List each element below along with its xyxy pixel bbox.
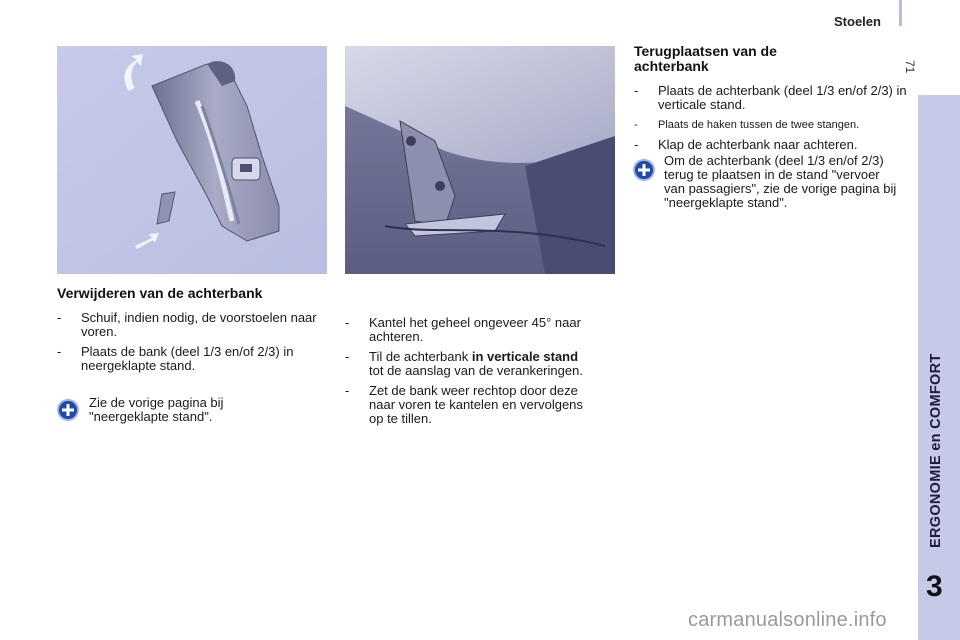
step-text: Plaats de haken tussen de twee stangen.	[658, 119, 860, 131]
remove-note-text: Zie de vorige pagina bij "neergeklapte stand".	[89, 395, 224, 424]
step-text: Schuif, indien nodig, de voorstoelen naar voren.	[81, 310, 317, 339]
list-item	[57, 311, 329, 339]
list-dash: -	[634, 83, 639, 98]
seat-anchor-illustration	[345, 46, 615, 274]
list-dash: -	[57, 310, 62, 325]
list-dash: -	[57, 344, 62, 359]
step-text: Zet de bank weer rechtop door deze naar voren te kantelen en vervolgens op te tillen.	[369, 383, 583, 426]
section-refit-title: Terugplaatsen van de achterbank	[634, 43, 777, 74]
plus-circle-icon	[633, 159, 655, 181]
list-item	[634, 118, 914, 132]
page-header-title: Stoelen	[834, 14, 881, 29]
list-dash: -	[634, 119, 638, 131]
plus-circle-icon	[57, 399, 79, 421]
step-text: Plaats de achterbank (deel 1/3 en/of 2/3) in verticale stand.	[658, 83, 907, 112]
refit-note-text: Om de achterbank (deel 1/3 en/of 2/3) terug te plaatsen in de stand "vervoer van passagiers", zie de vorige pagina bij "neergeklapte stand".	[664, 153, 897, 210]
step-text: Klap de achterbank naar achteren.	[658, 137, 858, 152]
list-dash: -	[345, 315, 350, 330]
list-item	[345, 316, 595, 344]
page-number: 71	[903, 60, 917, 74]
list-item	[345, 350, 595, 378]
section-remove-title: Verwijderen van de achterbank	[57, 285, 263, 301]
header-divider	[899, 0, 902, 26]
list-dash: -	[345, 349, 350, 364]
step-text-bold: in verticale stand	[471, 349, 579, 364]
list-item	[634, 138, 914, 152]
step-text-prefix: Til de achterbank	[369, 349, 472, 364]
chapter-number: 3	[926, 570, 943, 603]
step-text-suffix: tot de aanslag van de verankeringen.	[369, 363, 583, 378]
list-dash: -	[634, 137, 639, 152]
list-item	[57, 345, 329, 373]
step-text: Plaats de bank (deel 1/3 en/of 2/3) in neergeklapte stand.	[81, 344, 294, 373]
remove-steps-list	[57, 311, 329, 379]
watermark: carmanualsonline.info	[688, 609, 887, 631]
step-text: Kantel het geheel ongeveer 45° naar achteren.	[369, 315, 581, 344]
chapter-title: ERGONOMIE en COMFORT	[928, 353, 944, 548]
list-item	[634, 84, 914, 112]
list-dash: -	[345, 383, 350, 398]
list-item	[345, 384, 595, 426]
middle-steps-list	[345, 316, 595, 432]
refit-steps-list	[634, 84, 914, 158]
folded-seat-illustration	[57, 46, 327, 274]
